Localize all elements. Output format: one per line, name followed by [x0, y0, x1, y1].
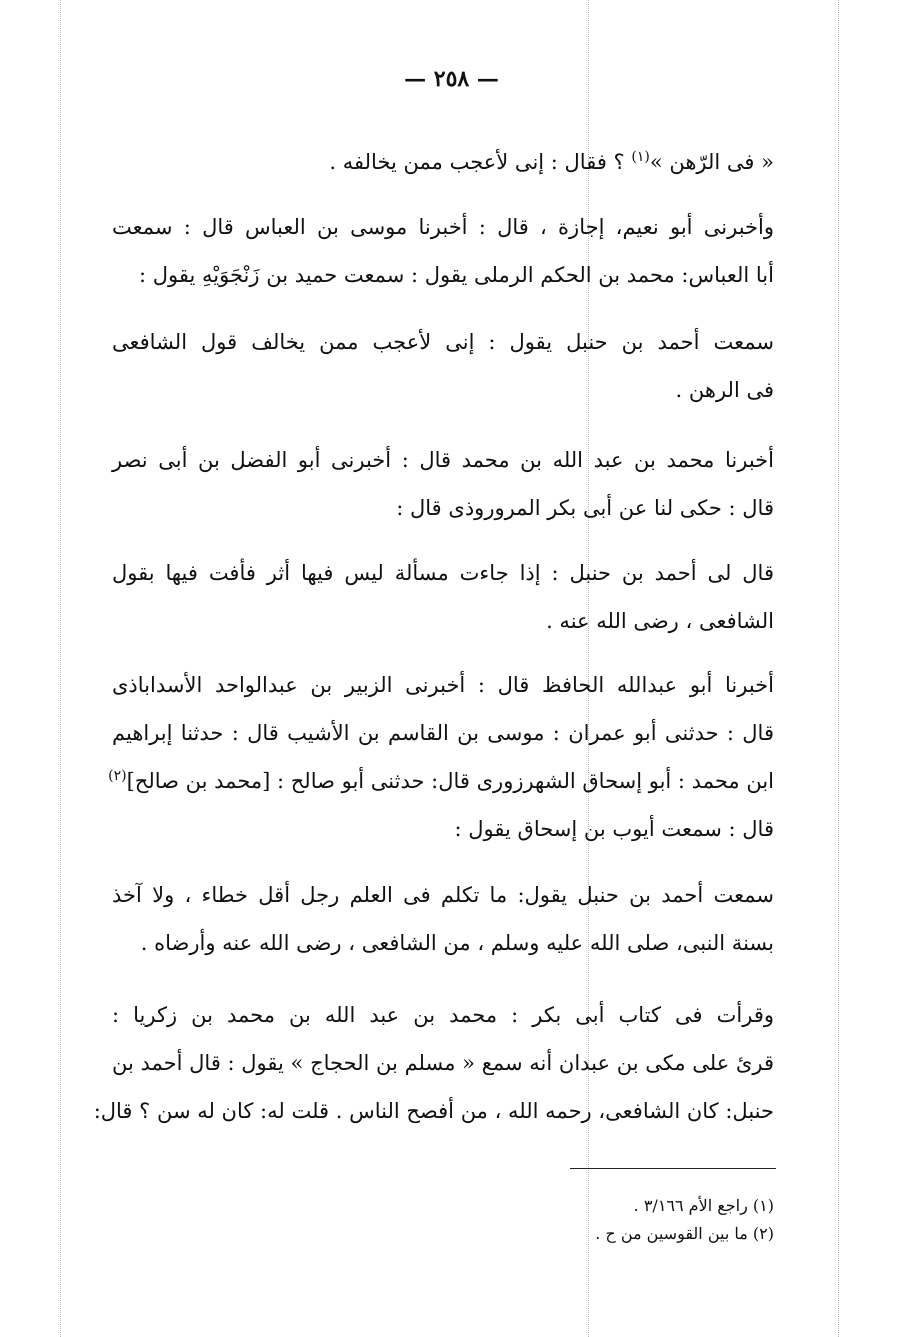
text-line: أخبرنا أبو عبدالله الحافظ قال : أخبرنى الزبير بن عبدالواحد الأسداباذى — [112, 673, 774, 697]
paragraph-quote-1 — [112, 318, 774, 414]
text-line: سمعت أحمد بن حنبل يقول : إنى لأعجب ممن يخالف قول الشافعى — [112, 330, 774, 354]
text-span: « فى الرّهن » — [649, 150, 774, 174]
text-line: وأخبرنى أبو نعيم، إجازة ، قال : أخبرنا موسى بن العباس قال : سمعت — [112, 215, 774, 239]
paragraph-quote-3 — [112, 871, 774, 967]
text-line: الشافعى ، رضى الله عنه . — [546, 609, 774, 633]
text-line: قال : حكى لنا عن أبى بكر المروروذى قال : — [396, 496, 774, 520]
text-span: ؟ فقال : إنى لأعجب ممن يخالفه . — [329, 150, 625, 174]
text-line: سمعت أحمد بن حنبل يقول: ما تكلم فى العلم رجل أقل خطاء ، ولا آخذ — [112, 883, 774, 907]
paragraph-isnad-1 — [112, 203, 774, 299]
page-number: — ٢٥٨ — — [404, 66, 499, 92]
text-line: قال : سمعت أيوب بن إسحاق يقول : — [454, 817, 774, 841]
scan-edge-left — [60, 0, 61, 1337]
footnote-1: (١) راجع الأم ٣/١٦٦ . — [633, 1196, 774, 1215]
paragraph-quote-2 — [112, 549, 774, 645]
text-line: قال : حدثنى أبو عمران : موسى بن القاسم بن الأشيب قال : حدثنا إبراهيم — [112, 721, 774, 745]
text-span: ابن محمد : أبو إسحاق الشهرزورى قال: حدثنى أبو صالح : [محمد بن صالح] — [126, 769, 774, 793]
footnote-2: (٢) ما بين القوسين من ح . — [595, 1224, 774, 1243]
text-line: أبا العباس: محمد بن الحكم الرملى يقول : سمعت حميد بن زَنْجَوَيْهِ يقول : — [139, 263, 774, 287]
text-line — [112, 138, 774, 186]
paragraph-isnad-2 — [112, 436, 774, 532]
footnote-ref-2: (٢) — [108, 768, 127, 784]
text-line — [108, 757, 774, 805]
text-line: قرئ على مكى بن عبدان أنه سمع « مسلم بن الحجاج » يقول : قال أحمد بن — [112, 1051, 774, 1075]
scan-edge-right — [838, 0, 839, 1337]
text-line: وقرأت فى كتاب أبى بكر : محمد بن عبد الله بن محمد بن زكريا : — [112, 1003, 774, 1027]
paragraph-continuation — [112, 138, 774, 186]
footnotes — [520, 1192, 774, 1248]
footnote-separator — [570, 1168, 776, 1169]
text-line: قال لى أحمد بن حنبل : إذا جاءت مسألة ليس فيها أثر فأفت فيها بقول — [112, 561, 774, 585]
footnote-ref-1: (١) — [631, 149, 650, 165]
text-line: أخبرنا محمد بن عبد الله بن محمد قال : أخبرنى أبو الفضل بن أبى نصر — [112, 448, 774, 472]
text-line: فى الرهن . — [675, 378, 774, 402]
paragraph-isnad-4 — [93, 991, 774, 1135]
paragraph-isnad-3 — [108, 661, 774, 853]
text-line: حنبل: كان الشافعى، رحمه الله ، من أفصح الناس . قلت له: كان له سن ؟ قال: — [93, 1099, 774, 1123]
text-line: بسنة النبى، صلى الله عليه وسلم ، من الشافعى ، رضى الله عنه وأرضاه . — [140, 931, 774, 955]
